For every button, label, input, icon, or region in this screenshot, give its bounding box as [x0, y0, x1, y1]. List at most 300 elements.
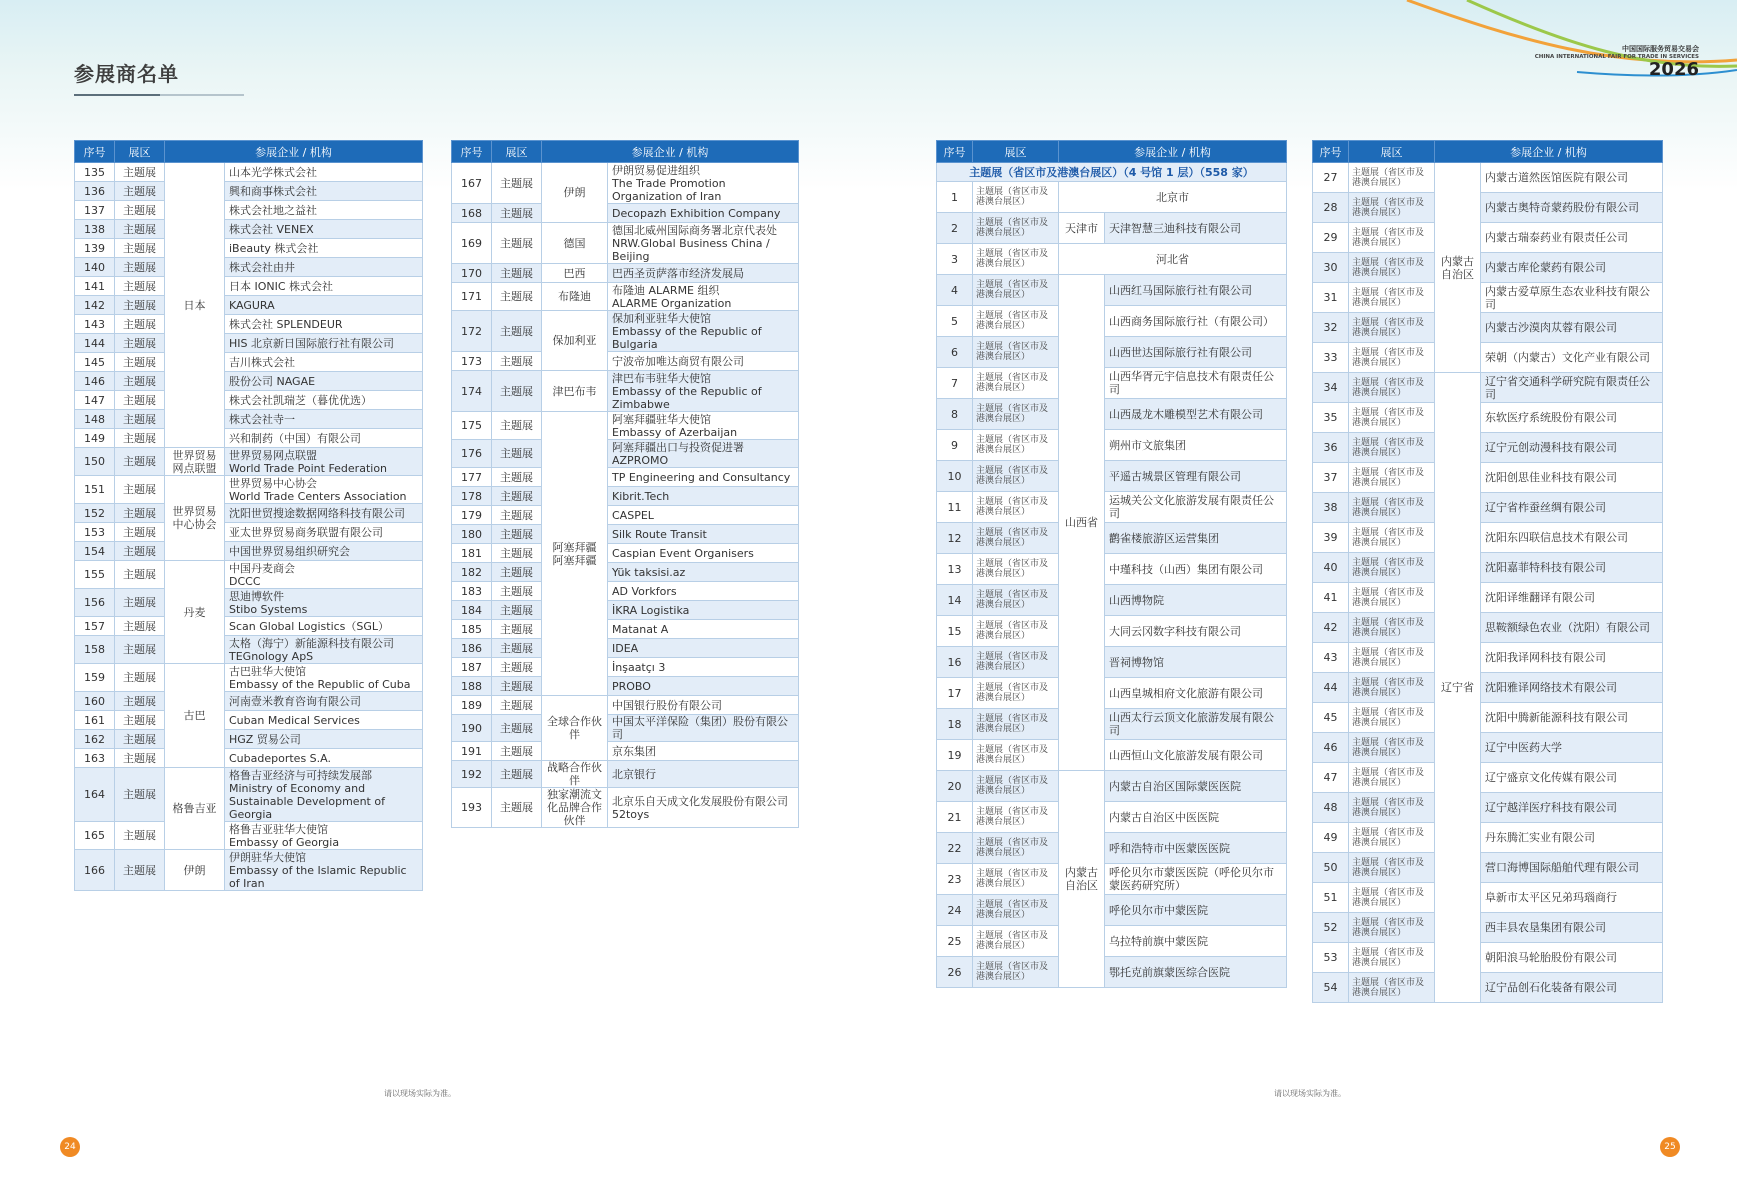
row-number: 159	[75, 664, 115, 692]
table-row	[937, 647, 1287, 678]
row-number: 183	[452, 582, 492, 601]
row-number: 19	[937, 740, 973, 771]
company-name: 内蒙古沙漠肉苁蓉有限公司	[1481, 313, 1663, 343]
row-hall: 主题展	[115, 504, 165, 523]
table-row	[452, 639, 799, 658]
row-region: 内蒙古自治区	[1059, 771, 1105, 988]
row-hall: 主题展	[115, 277, 165, 296]
table-row	[1313, 493, 1663, 523]
row-hall: 主题展（省区市及港澳台展区）	[973, 616, 1059, 647]
table-row	[75, 353, 423, 372]
table-row	[937, 895, 1287, 926]
row-number: 145	[75, 353, 115, 372]
table-row	[75, 850, 423, 891]
company-name: 荣朝（内蒙古）文化产业有限公司	[1481, 343, 1663, 373]
table-row	[75, 277, 423, 296]
table-row	[75, 391, 423, 410]
row-hall: 主题展	[115, 391, 165, 410]
row-number: 44	[1313, 673, 1349, 703]
col-header-hall: 展区	[1349, 141, 1435, 163]
row-hall: 主题展	[115, 372, 165, 391]
table-row	[1313, 643, 1663, 673]
row-hall: 主题展	[115, 850, 165, 891]
row-hall: 主题展	[492, 696, 542, 715]
company-name: 株式会社 VENEX	[225, 220, 423, 239]
row-number: 137	[75, 201, 115, 220]
company-name: 世界贸易网点联盟 World Trade Point Federation	[225, 448, 423, 476]
row-number: 178	[452, 487, 492, 506]
company-name: 山西华胥元宇信息技术有限责任公司	[1105, 368, 1287, 399]
row-number: 15	[937, 616, 973, 647]
row-hall: 主题展	[492, 487, 542, 506]
table-row	[75, 768, 423, 822]
row-hall: 主题展（省区市及港澳台展区）	[1349, 943, 1435, 973]
row-hall: 主题展	[492, 283, 542, 311]
row-hall: 主题展（省区市及港澳台展区）	[1349, 613, 1435, 643]
company-name: 株式会社由井	[225, 258, 423, 277]
company-name: 北京银行	[608, 761, 799, 788]
row-number: 3	[937, 244, 973, 275]
row-hall: 主题展	[115, 692, 165, 711]
company-name: 中国丹麦商会 DCCC	[225, 561, 423, 589]
company-name: 株式会社地之益社	[225, 201, 423, 220]
row-number: 192	[452, 761, 492, 788]
row-hall: 主题展（省区市及港澳台展区）	[1349, 913, 1435, 943]
row-number: 139	[75, 239, 115, 258]
row-hall: 主题展	[492, 742, 542, 761]
company-name: TP Engineering and Consultancy	[608, 468, 799, 487]
company-name: 鄂托克前旗蒙医综合医院	[1105, 957, 1287, 988]
table-row	[75, 749, 423, 768]
company-name: 山西红马国际旅行社有限公司	[1105, 275, 1287, 306]
row-hall: 主题展	[115, 220, 165, 239]
company-name: Matanat A	[608, 620, 799, 639]
company-name: Cubadeportes S.A.	[225, 749, 423, 768]
row-number: 21	[937, 802, 973, 833]
row-hall: 主题展	[115, 589, 165, 617]
row-number: 154	[75, 542, 115, 561]
table-row	[452, 204, 799, 223]
company-name: Kibrit.Tech	[608, 487, 799, 506]
company-name: 京东集团	[608, 742, 799, 761]
company-name: IDEA	[608, 639, 799, 658]
table-row	[452, 696, 799, 715]
row-hall: 主题展（省区市及港澳台展区）	[973, 399, 1059, 430]
row-hall: 主题展	[115, 749, 165, 768]
company-name: 株式会社 SPLENDEUR	[225, 315, 423, 334]
exhibitor-table-4	[1312, 140, 1663, 1003]
row-hall: 主题展（省区市及港澳台展区）	[1349, 403, 1435, 433]
row-region: 独家潮流文化品牌合作伙伴	[542, 788, 608, 828]
table-row	[1313, 583, 1663, 613]
row-number: 39	[1313, 523, 1349, 553]
table-row	[937, 275, 1287, 306]
table-row	[937, 771, 1287, 802]
row-hall: 主题展	[492, 371, 542, 412]
row-number: 164	[75, 768, 115, 822]
row-number: 42	[1313, 613, 1349, 643]
row-number: 5	[937, 306, 973, 337]
company-name: 丹东腾汇实业有限公司	[1481, 823, 1663, 853]
company-name: 西丰县农垦集团有限公司	[1481, 913, 1663, 943]
row-region: 格鲁吉亚	[165, 768, 225, 850]
table-row	[1313, 523, 1663, 553]
company-name: 伊朗贸易促进组织 The Trade Promotion Organization of Iran	[608, 163, 799, 204]
row-number: 184	[452, 601, 492, 620]
row-number: 155	[75, 561, 115, 589]
row-number: 151	[75, 476, 115, 504]
row-number: 141	[75, 277, 115, 296]
row-number: 50	[1313, 853, 1349, 883]
company-name: 辽宁元创动漫科技有限公司	[1481, 433, 1663, 463]
table-row	[1313, 163, 1663, 193]
table-row	[452, 742, 799, 761]
row-hall: 主题展（省区市及港澳台展区）	[973, 802, 1059, 833]
company-name: 古巴驻华大使馆 Embassy of the Republic of Cuba	[225, 664, 423, 692]
row-region: 布隆迪	[542, 283, 608, 311]
company-name: 亚太世界贸易商务联盟有限公司	[225, 523, 423, 542]
table-row	[75, 410, 423, 429]
row-hall: 主题展	[115, 636, 165, 664]
company-name: PROBO	[608, 677, 799, 696]
company-name: 山西世达国际旅行社有限公司	[1105, 337, 1287, 368]
table-row	[937, 740, 1287, 771]
row-number: 140	[75, 258, 115, 277]
company-name: 宁波帝加唯达商贸有限公司	[608, 352, 799, 371]
row-region: 全球合作伙伴	[542, 696, 608, 761]
row-hall: 主题展	[115, 429, 165, 448]
table-row	[452, 715, 799, 742]
row-number: 11	[937, 492, 973, 523]
company-name: 内蒙古奥特奇蒙药股份有限公司	[1481, 193, 1663, 223]
row-hall: 主题展（省区市及港澳台展区）	[1349, 973, 1435, 1003]
row-number: 173	[452, 352, 492, 371]
company-name: 沈阳译维翻译有限公司	[1481, 583, 1663, 613]
exhibitor-table-1	[74, 140, 423, 891]
table-row	[452, 468, 799, 487]
row-region: 津巴布韦	[542, 371, 608, 412]
row-hall: 主题展（省区市及港澳台展区）	[973, 771, 1059, 802]
company-name: 布隆迪 ALARME 组织 ALARME Organization	[608, 283, 799, 311]
row-hall: 主题展	[492, 620, 542, 639]
row-number: 36	[1313, 433, 1349, 463]
row-number: 152	[75, 504, 115, 523]
table-row	[937, 337, 1287, 368]
table-row	[937, 306, 1287, 337]
row-hall: 主题展（省区市及港澳台展区）	[1349, 643, 1435, 673]
row-number: 146	[75, 372, 115, 391]
row-number: 24	[937, 895, 973, 926]
company-name: 中瑾科技（山西）集团有限公司	[1105, 554, 1287, 585]
row-number: 12	[937, 523, 973, 554]
row-number: 41	[1313, 583, 1349, 613]
row-hall: 主题展	[115, 542, 165, 561]
company-name: Decopazh Exhibition Company	[608, 204, 799, 223]
col-header-hall: 展区	[973, 141, 1059, 163]
col-header-company: 参展企业 / 机构	[1059, 141, 1287, 163]
row-number: 165	[75, 822, 115, 850]
row-region: 伊朗	[165, 850, 225, 891]
company-name: 辽宁中医药大学	[1481, 733, 1663, 763]
row-hall: 主题展（省区市及港澳台展区）	[973, 678, 1059, 709]
table-row	[75, 636, 423, 664]
table-row	[1313, 223, 1663, 253]
row-number: 40	[1313, 553, 1349, 583]
row-number: 175	[452, 412, 492, 440]
row-hall: 主题展	[115, 296, 165, 315]
row-hall: 主题展（省区市及港澳台展区）	[973, 368, 1059, 399]
company-name: 世界贸易中心协会 World Trade Centers Association	[225, 476, 423, 504]
table-row	[75, 258, 423, 277]
row-hall: 主题展（省区市及港澳台展区）	[1349, 703, 1435, 733]
company-name: 沈阳我译网科技有限公司	[1481, 643, 1663, 673]
company-name: 格鲁吉亚驻华大使馆 Embassy of Georgia	[225, 822, 423, 850]
table-row	[452, 412, 799, 440]
row-number: 182	[452, 563, 492, 582]
table-row	[75, 730, 423, 749]
row-number: 8	[937, 399, 973, 430]
company-name: 山西博物院	[1105, 585, 1287, 616]
company-name: 辽宁盛京文化传媒有限公司	[1481, 763, 1663, 793]
row-hall: 主题展	[492, 163, 542, 204]
row-hall: 主题展（省区市及港澳台展区）	[1349, 763, 1435, 793]
table-row	[937, 430, 1287, 461]
table-row	[937, 864, 1287, 895]
row-number: 17	[937, 678, 973, 709]
exhibitor-table-2	[451, 140, 799, 828]
row-hall: 主题展	[492, 601, 542, 620]
row-hall: 主题展（省区市及港澳台展区）	[973, 306, 1059, 337]
row-hall: 主题展（省区市及港澳台展区）	[973, 647, 1059, 678]
table-row	[452, 761, 799, 788]
row-hall: 主题展	[492, 761, 542, 788]
row-number: 149	[75, 429, 115, 448]
row-hall: 主题展（省区市及港澳台展区）	[973, 709, 1059, 740]
table-row	[1313, 553, 1663, 583]
table-row	[1313, 883, 1663, 913]
row-number: 190	[452, 715, 492, 742]
table-row	[75, 504, 423, 523]
company-name: Yük taksisi.az	[608, 563, 799, 582]
row-hall: 主题展	[492, 352, 542, 371]
row-number: 171	[452, 283, 492, 311]
row-number: 157	[75, 617, 115, 636]
row-hall: 主题展	[492, 412, 542, 440]
row-number: 37	[1313, 463, 1349, 493]
company-name: 晋祠博物馆	[1105, 647, 1287, 678]
row-hall: 主题展	[492, 563, 542, 582]
row-hall: 主题展	[115, 182, 165, 201]
footnote-right: 请以现场实际为准。	[1274, 1089, 1346, 1098]
row-number: 35	[1313, 403, 1349, 433]
row-number: 14	[937, 585, 973, 616]
table-row	[937, 833, 1287, 864]
row-number: 180	[452, 525, 492, 544]
row-hall: 主题展	[492, 544, 542, 563]
row-hall: 主题展	[492, 639, 542, 658]
row-hall: 主题展（省区市及港澳台展区）	[1349, 853, 1435, 883]
table-row	[937, 585, 1287, 616]
row-hall: 主题展（省区市及港澳台展区）	[1349, 313, 1435, 343]
col-header-hall: 展区	[115, 141, 165, 163]
row-number: 143	[75, 315, 115, 334]
brand-name-cn: 中国国际服务贸易交易会	[1622, 45, 1699, 53]
row-hall: 主题展	[115, 822, 165, 850]
company-name: HIS 北京新日国际旅行社有限公司	[225, 334, 423, 353]
table-row	[1313, 343, 1663, 373]
table-row	[452, 163, 799, 204]
row-hall: 主题展	[115, 617, 165, 636]
row-number: 26	[937, 957, 973, 988]
row-number: 166	[75, 850, 115, 891]
row-number: 16	[937, 647, 973, 678]
row-region: 古巴	[165, 664, 225, 768]
company-name: 沈阳雅译网络技术有限公司	[1481, 673, 1663, 703]
row-number: 162	[75, 730, 115, 749]
row-number: 142	[75, 296, 115, 315]
company-name: 东软医疗系统股份有限公司	[1481, 403, 1663, 433]
row-hall: 主题展（省区市及港澳台展区）	[1349, 733, 1435, 763]
row-number: 169	[452, 223, 492, 264]
brand-year: 2026	[1648, 59, 1699, 80]
row-number: 174	[452, 371, 492, 412]
table-row	[937, 678, 1287, 709]
table-row	[75, 476, 423, 504]
company-name: AD Vorkfors	[608, 582, 799, 601]
company-name: Cuban Medical Services	[225, 711, 423, 730]
table-row	[452, 487, 799, 506]
row-number: 2	[937, 213, 973, 244]
company-name: 株式会社凯瑞芝（暮优优选）	[225, 391, 423, 410]
row-hall: 主题展	[115, 768, 165, 822]
row-number: 161	[75, 711, 115, 730]
row-number: 29	[1313, 223, 1349, 253]
row-number: 138	[75, 220, 115, 239]
row-number: 168	[452, 204, 492, 223]
row-number: 54	[1313, 973, 1349, 1003]
table-row	[1313, 943, 1663, 973]
company-name: 保加利亚驻华大使馆 Embassy of the Republic of Bulgaria	[608, 311, 799, 352]
company-name: İKRA Logistika	[608, 601, 799, 620]
company-name: 兴和制药（中国）有限公司	[225, 429, 423, 448]
row-hall: 主题展（省区市及港澳台展区）	[1349, 463, 1435, 493]
table-row	[452, 544, 799, 563]
company-name: 株式会社寺一	[225, 410, 423, 429]
table-row	[1313, 433, 1663, 463]
page-number-left: 24	[60, 1137, 80, 1157]
row-number: 148	[75, 410, 115, 429]
row-hall: 主题展	[115, 353, 165, 372]
company-name: 营口海博国际船舶代理有限公司	[1481, 853, 1663, 883]
table-row	[452, 582, 799, 601]
company-name: 山西晟龙木雕模型艺术有限公司	[1105, 399, 1287, 430]
row-hall: 主题展	[115, 315, 165, 334]
table-row	[75, 429, 423, 448]
company-name: 辽宁越洋医疗科技有限公司	[1481, 793, 1663, 823]
row-number: 53	[1313, 943, 1349, 973]
company-name: Scan Global Logistics（SGL）	[225, 617, 423, 636]
row-number: 23	[937, 864, 973, 895]
company-name: 呼伦贝尔市中蒙医院	[1105, 895, 1287, 926]
row-hall: 主题展	[115, 523, 165, 542]
row-number: 179	[452, 506, 492, 525]
row-hall: 主题展	[115, 410, 165, 429]
title-underline	[74, 94, 244, 96]
row-number: 38	[1313, 493, 1349, 523]
company-name: 阿塞拜疆驻华大使馆 Embassy of Azerbaijan	[608, 412, 799, 440]
company-name: 山西恒山文化旅游发展有限公司	[1105, 740, 1287, 771]
col-header-company: 参展企业 / 机构	[542, 141, 799, 163]
table-row	[937, 213, 1287, 244]
row-number: 46	[1313, 733, 1349, 763]
row-hall: 主题展	[115, 476, 165, 504]
table-row	[75, 315, 423, 334]
row-number: 153	[75, 523, 115, 542]
company-name: HGZ 贸易公司	[225, 730, 423, 749]
row-hall: 主题展（省区市及港澳台展区）	[1349, 793, 1435, 823]
row-hall: 主题展	[492, 658, 542, 677]
company-name: 津巴布韦驻华大使馆 Embassy of the Republic of Zimbabwe	[608, 371, 799, 412]
company-name: 中国银行股份有限公司	[608, 696, 799, 715]
row-number: 31	[1313, 283, 1349, 313]
row-hall: 主题展	[492, 440, 542, 468]
row-number: 27	[1313, 163, 1349, 193]
company-name: 吉川株式会社	[225, 353, 423, 372]
row-hall: 主题展	[492, 677, 542, 696]
table-row	[75, 334, 423, 353]
table-row	[75, 448, 423, 476]
fair-logo	[1535, 44, 1699, 80]
table-row	[452, 601, 799, 620]
row-region: 辽宁省	[1435, 373, 1481, 1003]
row-hall: 主题展（省区市及港澳台展区）	[1349, 223, 1435, 253]
row-number: 186	[452, 639, 492, 658]
row-number: 45	[1313, 703, 1349, 733]
company-name: KAGURA	[225, 296, 423, 315]
row-hall: 主题展（省区市及港澳台展区）	[973, 833, 1059, 864]
company-name: 鹳雀楼旅游区运营集团	[1105, 523, 1287, 554]
row-hall: 主题展（省区市及港澳台展区）	[1349, 433, 1435, 463]
row-number: 6	[937, 337, 973, 368]
table-row	[1313, 193, 1663, 223]
company-name: 运城关公文化旅游发展有限责任公司	[1105, 492, 1287, 523]
row-number: 144	[75, 334, 115, 353]
page-title: 参展商名单	[74, 62, 179, 86]
company-name: iBeauty 株式会社	[225, 239, 423, 258]
table-row	[452, 506, 799, 525]
company-name: 阿塞拜疆出口与投资促进署 AZPROMO	[608, 440, 799, 468]
row-number: 193	[452, 788, 492, 828]
company-name: 山西太行云顶文化旅游发展有限公司	[1105, 709, 1287, 740]
row-number: 13	[937, 554, 973, 585]
row-number: 136	[75, 182, 115, 201]
row-hall: 主题展	[492, 204, 542, 223]
table-row	[1313, 733, 1663, 763]
table-row	[75, 523, 423, 542]
company-name: 呼伦贝尔市蒙医医院（呼伦贝尔市蒙医药研究所）	[1105, 864, 1287, 895]
row-number: 51	[1313, 883, 1349, 913]
row-hall: 主题展	[115, 561, 165, 589]
table-row	[452, 440, 799, 468]
table-row	[452, 525, 799, 544]
table-row	[1313, 913, 1663, 943]
table-row	[1313, 283, 1663, 313]
company-name: Silk Route Transit	[608, 525, 799, 544]
company-name: 山本光学株式会社	[225, 163, 423, 182]
row-number: 158	[75, 636, 115, 664]
company-name: 沈阳世贸搜途数据网络科技有限公司	[225, 504, 423, 523]
company-name: 呼和浩特市中医蒙医医院	[1105, 833, 1287, 864]
